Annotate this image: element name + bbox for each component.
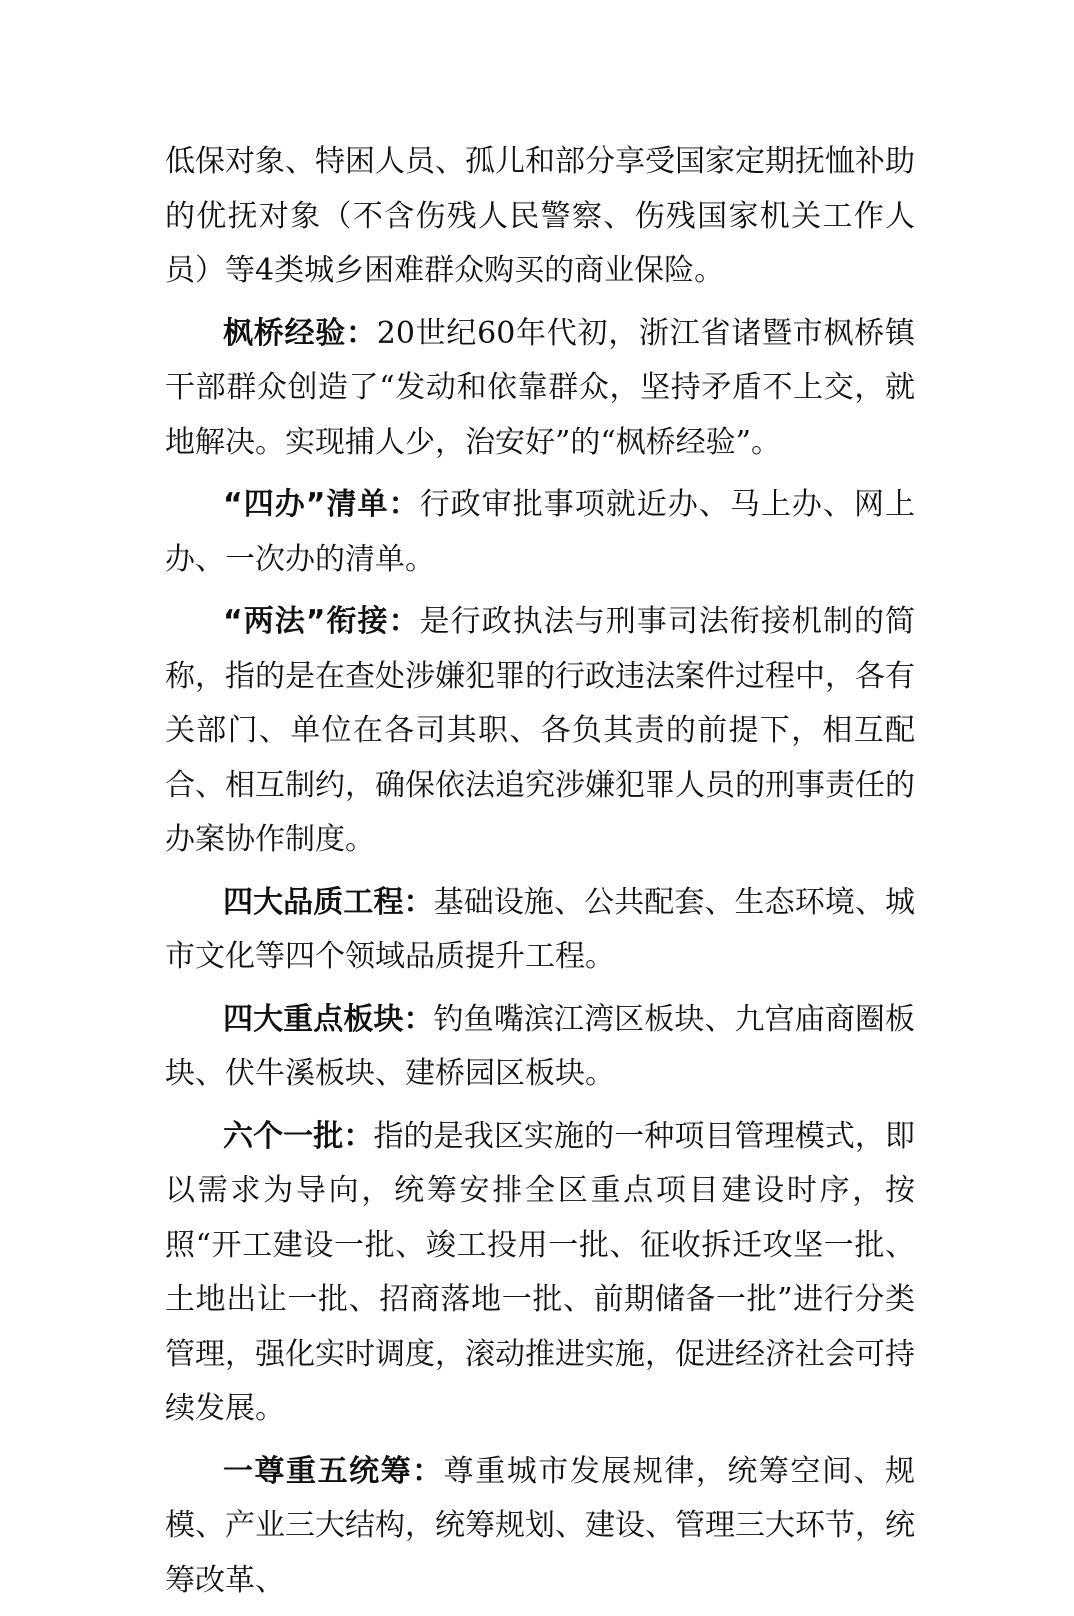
paragraph-body: 尊重城市发展规律，统筹空间、规模、产业三大结构，统筹规划、建设、管理三大环节，统筹改革、 — [165, 1453, 916, 1598]
paragraph-body: 基础设施、公共配套、生态环境、城市文化等四个领域品质提升工程。 — [165, 884, 916, 974]
paragraph-body: 行政审批事项就近办、马上办、网上办、一次办的清单。 — [165, 487, 916, 577]
paragraph-six-batches — [165, 1110, 915, 1437]
document-body — [165, 135, 915, 1616]
paragraph-body: 钓鱼嘴滨江湾区板块、九宫庙商圈板块、伏牛溪板块、建桥园区板块。 — [165, 1001, 916, 1091]
paragraph-one-respect-five-coordinations — [165, 1445, 915, 1609]
paragraph-body: 是行政执法与刑事司法衔接机制的简称，指的是在查处涉嫌犯罪的行政违法案件过程中，各有关部门、单位在各司其职、各负其责的前提下，相互配合、相互制约，确保依法追究涉嫌犯罪人员的刑事责任的办案协作制度。 — [165, 604, 916, 857]
term-heading: 枫桥经验： — [223, 315, 377, 351]
paragraph-body: 低保对象、特困人员、孤儿和部分享受国家定期抚恤补助的优抚对象（不含伤残人民警察、伤残国家机关工作人员）等4类城乡困难群众购买的商业保险。 — [165, 144, 915, 288]
paragraph-body: 指的是我区实施的一种项目管理模式，即以需求为导向，统筹安排全区重点项目建设时序，按照“开工建设一批、竣工投用一批、征收拆迁攻坚一批、土地出让一批、招商落地一批、前期储备一批”进行分类管理，强化实时调度，滚动推进实施，促进经济社会可持续发展。 — [165, 1118, 916, 1426]
term-heading: 一尊重五统筹： — [223, 1453, 444, 1489]
paragraph-four-key-sectors — [165, 993, 915, 1102]
term-heading: “两法”衔接： — [223, 604, 420, 639]
term-heading: 六个一批： — [223, 1118, 374, 1154]
paragraph-insurance-continuation — [165, 135, 915, 299]
paragraph-body: 20世纪60年代初，浙江省诸暨市枫桥镇干部群众创造了“发动和依靠群众，坚持矛盾不上交，就地解决。实现捕人少，治安好”的“枫桥经验”。 — [165, 315, 915, 460]
paragraph-fengqiao-experience — [165, 307, 915, 471]
term-heading: 四大品质工程： — [223, 884, 434, 920]
term-heading: 四大重点板块： — [223, 1001, 434, 1037]
paragraph-four-ban-list — [165, 478, 915, 587]
paragraph-four-quality-projects — [165, 876, 915, 985]
term-heading: “四办”清单： — [223, 487, 420, 522]
paragraph-two-laws-connection — [165, 595, 915, 868]
